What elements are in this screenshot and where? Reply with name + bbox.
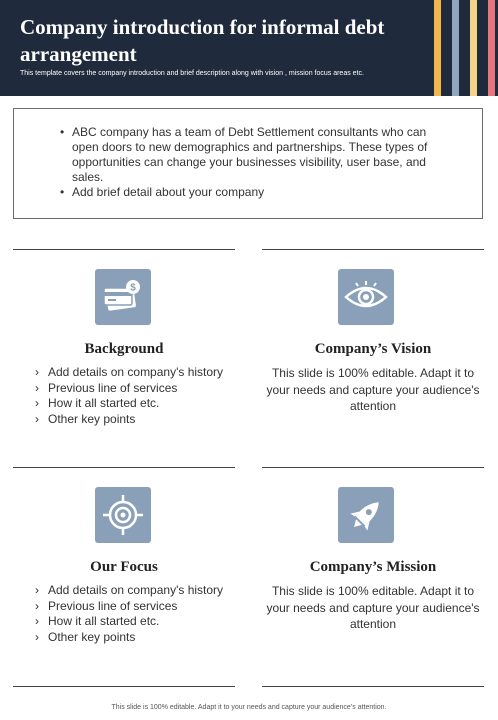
section-focus bbox=[13, 467, 235, 677]
page-subtitle: This template covers the company introduction and brief description along with vision , mission focus areas etc. bbox=[20, 70, 364, 77]
list-item: › Add details on company's history bbox=[48, 583, 228, 599]
svg-text:$: $ bbox=[130, 282, 136, 294]
list-item: › Previous line of services bbox=[48, 599, 228, 615]
list-item: › How it all started etc. bbox=[48, 396, 228, 412]
intro-bullet: • ABC company has a team of Debt Settlement consultants who can open doors to new demographics and partnerships. These types of opportunities can change your businesses visibility, user base, and sales. bbox=[72, 125, 452, 185]
stripe-red bbox=[488, 0, 495, 96]
header-banner bbox=[0, 0, 498, 96]
divider bbox=[262, 686, 484, 687]
stripe-yellow bbox=[470, 0, 477, 96]
section-title: Background bbox=[84, 341, 164, 357]
list-item: › Other key points bbox=[48, 630, 228, 646]
stripe-blue bbox=[452, 0, 459, 96]
eye-icon bbox=[338, 269, 394, 325]
target-icon bbox=[95, 487, 151, 543]
list-item: › Other key points bbox=[48, 412, 228, 428]
section-mission bbox=[262, 467, 484, 677]
divider bbox=[13, 686, 235, 687]
list-item: › Add details on company's history bbox=[48, 365, 228, 381]
section-title: Our Focus bbox=[90, 559, 158, 575]
divider bbox=[13, 467, 235, 468]
rocket-icon bbox=[338, 487, 394, 543]
background-list bbox=[48, 365, 228, 427]
section-background bbox=[13, 249, 235, 459]
footer-note: This slide is 100% editable. Adapt it to your needs and capture your audience’s attention. bbox=[111, 704, 387, 711]
stripe-orange bbox=[434, 0, 441, 96]
section-text: This slide is 100% editable. Adapt it to your needs and capture your audience's attention bbox=[266, 366, 480, 413]
divider bbox=[262, 249, 484, 250]
intro-list bbox=[72, 125, 452, 200]
divider bbox=[262, 467, 484, 468]
section-vision bbox=[262, 249, 484, 459]
money-card-icon bbox=[95, 269, 151, 325]
page-title: Company introduction for informal debt arrangement bbox=[20, 15, 385, 66]
focus-list bbox=[48, 583, 228, 645]
intro-box bbox=[13, 108, 483, 219]
list-item: › How it all started etc. bbox=[48, 614, 228, 630]
section-title: Company’s Vision bbox=[314, 341, 432, 357]
intro-bullet: • Add brief detail about your company bbox=[72, 185, 452, 200]
section-text: This slide is 100% editable. Adapt it to your needs and capture your audience's attention bbox=[266, 584, 480, 631]
list-item: › Previous line of services bbox=[48, 381, 228, 397]
section-title: Company’s Mission bbox=[309, 559, 437, 575]
divider bbox=[13, 249, 235, 250]
